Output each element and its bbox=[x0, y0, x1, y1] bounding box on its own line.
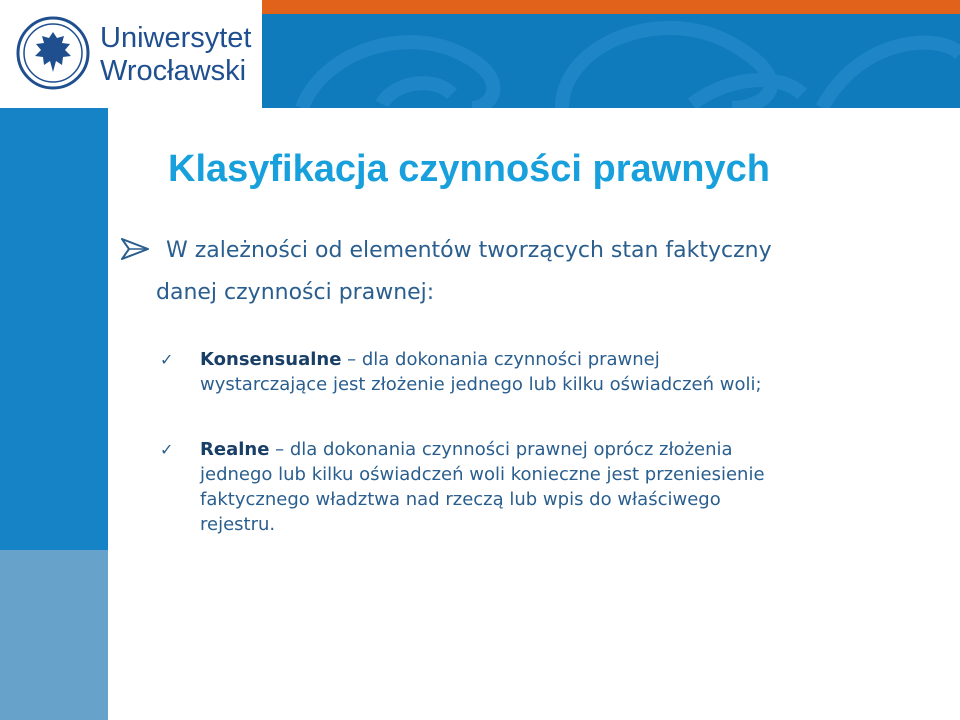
item-term: Realne bbox=[200, 439, 270, 460]
slide-title: Klasyfikacja czynności prawnych bbox=[168, 148, 770, 190]
list-item bbox=[160, 347, 900, 397]
logo-area bbox=[0, 0, 262, 108]
header-accent-strip bbox=[262, 0, 960, 14]
lead-paragraph bbox=[120, 232, 920, 312]
eagle-emblem-icon bbox=[16, 16, 90, 90]
lead-line-2: danej czynności prawnej: bbox=[156, 280, 435, 305]
header-band bbox=[0, 0, 960, 108]
item-line-4: rejestru. bbox=[200, 514, 276, 535]
item-line-2: jednego lub kilku oświadczeń woli konieczne jest przeniesienie bbox=[200, 464, 765, 485]
item-line-1: – dla dokonania czynności prawnej oprócz złożenia bbox=[269, 439, 733, 460]
left-stripe-dark bbox=[0, 108, 108, 550]
checkmark-icon: ✓ bbox=[160, 440, 174, 459]
item-line-2: wystarczające jest złożenie jednego lub kilku oświadczeń woli; bbox=[200, 374, 762, 395]
arrow-bullet-icon bbox=[120, 236, 166, 274]
checkmark-icon: ✓ bbox=[160, 350, 174, 369]
item-line-1: – dla dokonania czynności prawnej bbox=[341, 349, 660, 370]
list-item bbox=[160, 437, 900, 537]
lead-line-1: W zależności od elementów tworzących stan faktyczny bbox=[166, 238, 772, 263]
item-line-3: faktycznego władztwa nad rzeczą lub wpis do właściwego bbox=[200, 489, 721, 510]
item-term: Konsensualne bbox=[200, 349, 342, 370]
logo-line-2: Wrocławski bbox=[100, 55, 247, 87]
left-stripe-light bbox=[0, 550, 108, 720]
university-wordmark bbox=[100, 22, 252, 88]
decorative-swirl bbox=[262, 14, 960, 108]
logo-line-1: Uniwersytet bbox=[100, 22, 252, 54]
